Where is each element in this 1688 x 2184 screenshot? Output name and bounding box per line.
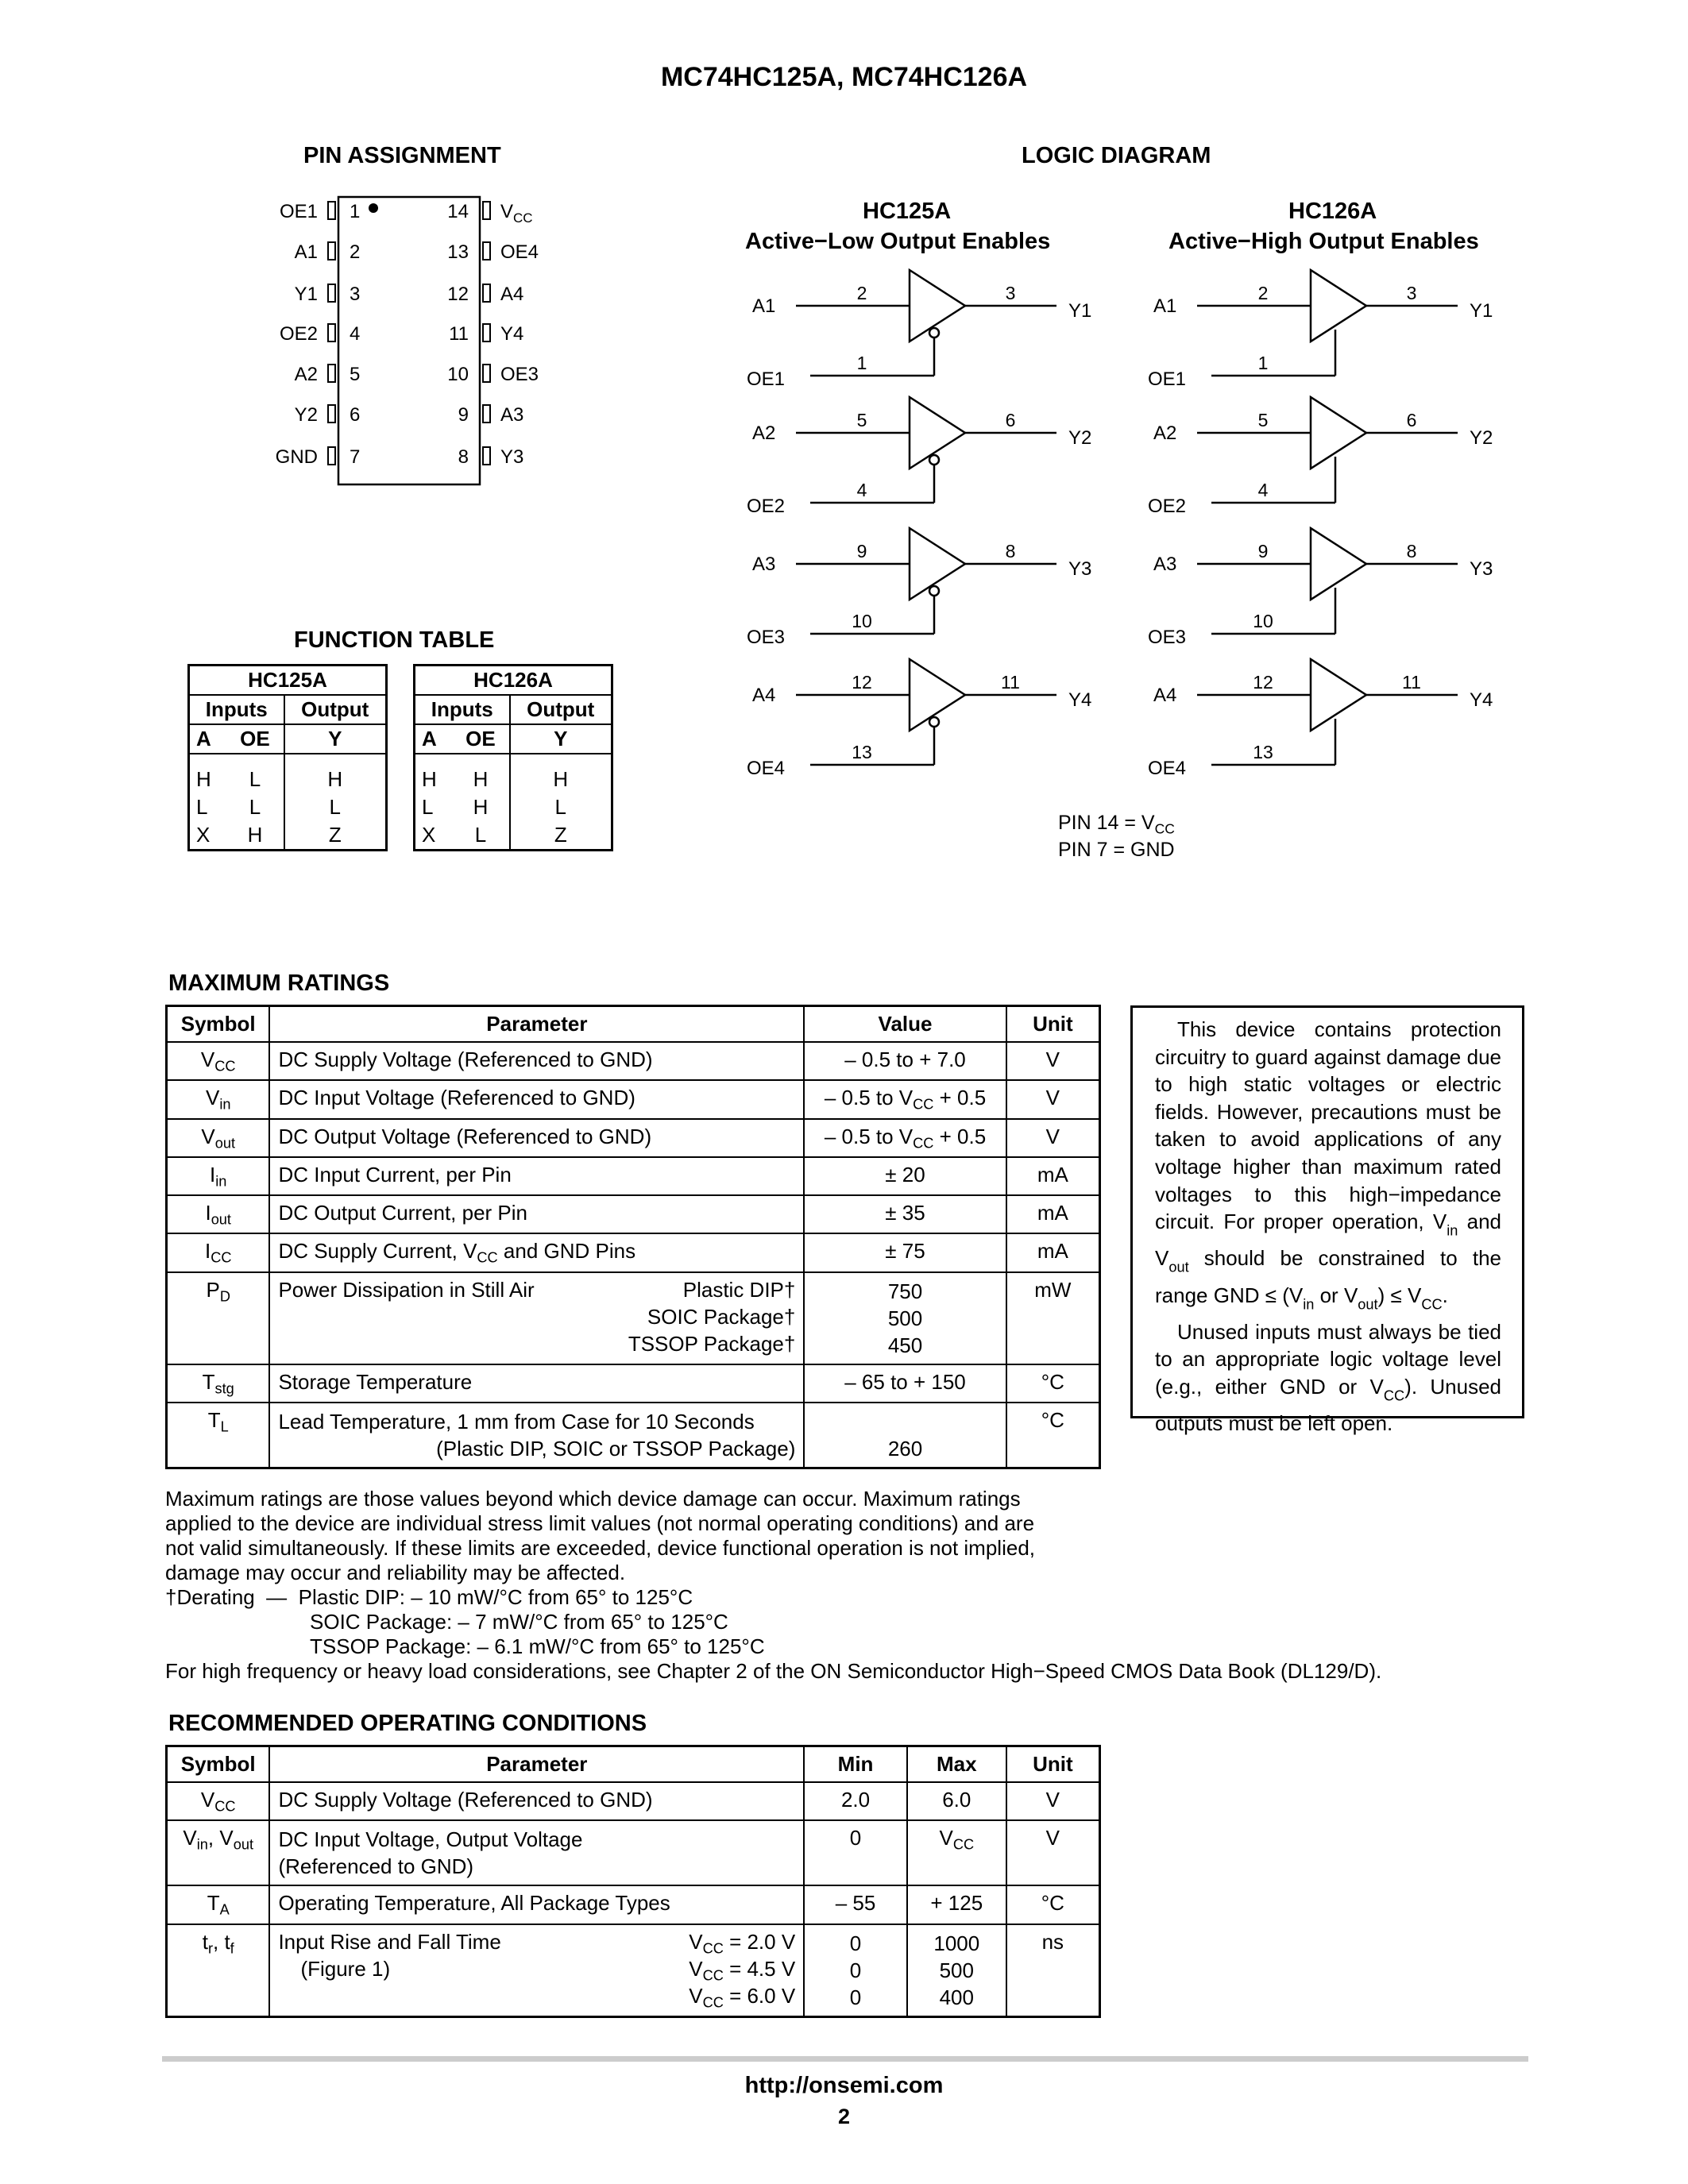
- mr-symbol: $I_{out}$: [167, 1195, 270, 1233]
- pin-stub-left: [328, 202, 335, 219]
- mr-parameter: DC Supply Voltage (Referenced to GND): [269, 1042, 804, 1080]
- pin1-marker: [369, 203, 378, 213]
- gate-input-pin: 2: [1257, 283, 1269, 303]
- ft-output: Output: [510, 695, 612, 724]
- inversion-bubble: [929, 586, 939, 596]
- mr-symbol: $V_{CC}$: [167, 1042, 270, 1080]
- ft-cell: X: [189, 821, 227, 851]
- pin-number-right: 13: [447, 241, 469, 263]
- pin-name-right: Y4: [500, 323, 524, 345]
- buffer-gate: [1311, 659, 1366, 731]
- mr-value: 750 500 450: [804, 1272, 1006, 1364]
- mr-header-value: Value: [804, 1006, 1006, 1043]
- pin-name-left: Y2: [294, 404, 318, 426]
- mr-row-tl: [167, 1403, 1100, 1468]
- footer-divider: [162, 2056, 1528, 2062]
- inversion-bubble: [929, 455, 939, 465]
- mr-unit: V: [1006, 1119, 1100, 1157]
- gate-input-label: A3: [752, 554, 776, 575]
- recommended-conditions-heading: RECOMMENDED OPERATING CONDITIONS: [168, 1711, 647, 1736]
- pin-number-left: 1: [350, 201, 361, 222]
- pin-number-right: 14: [447, 201, 469, 222]
- mr-unit: V: [1006, 1080, 1100, 1118]
- mr-symbol: $V_{out}$: [167, 1119, 270, 1157]
- gate-output-label: Y2: [1470, 427, 1493, 449]
- ft-cell: L: [226, 754, 284, 793]
- ft-cell: H: [189, 754, 227, 793]
- gate-input-pin: 12: [852, 672, 872, 693]
- ft-inputs: Inputs: [189, 695, 284, 724]
- rc-header-max: Max: [907, 1746, 1006, 1783]
- rc-unit: ns: [1006, 1924, 1100, 2017]
- ft-row: [189, 754, 387, 793]
- gate-output-label: Y3: [1470, 558, 1493, 580]
- gate-output-pin: 8: [1406, 541, 1417, 561]
- rc-max: 1000 500 400: [907, 1924, 1006, 2017]
- pin-number-right: 12: [447, 284, 469, 305]
- logic-diagram-svg: [731, 254, 1525, 794]
- mr-row-icc: [167, 1233, 1100, 1271]
- rc-row-vin-vout: [167, 1820, 1100, 1885]
- pin-assignment-diagram: [270, 191, 588, 492]
- hc126-subtitle: Active−High Output Enables: [1168, 229, 1479, 254]
- mr-parameter: DC Output Current, per Pin: [269, 1195, 804, 1233]
- pin-number-left: 5: [350, 364, 361, 385]
- ft-col: Y: [510, 724, 612, 754]
- mr-unit: °C: [1006, 1403, 1100, 1468]
- mr-symbol: $I_{CC}$: [167, 1233, 270, 1271]
- mr-row-pd: [167, 1272, 1100, 1364]
- rc-min: 0 0 0: [804, 1924, 907, 2017]
- hc125-subtitle: Active−Low Output Enables: [745, 229, 1051, 254]
- gate-output-pin: 11: [1402, 672, 1421, 693]
- mr-unit: °C: [1006, 1364, 1100, 1403]
- gate-output-label: Y2: [1068, 427, 1092, 449]
- gate-output-pin: 6: [1406, 410, 1417, 430]
- mr-value: ± 35: [804, 1195, 1006, 1233]
- pin-stub-right: [483, 447, 490, 465]
- rc-symbol: $V_{CC}$: [167, 1782, 270, 1820]
- mr-value: – 65 to + 150: [804, 1364, 1006, 1403]
- mr-symbol: $P_D$: [167, 1272, 270, 1364]
- mr-symbol: $T_L$: [167, 1403, 270, 1468]
- rc-max: 6.0: [907, 1782, 1006, 1820]
- ft-inputs: Inputs: [415, 695, 510, 724]
- gate-output-label: Y3: [1068, 558, 1092, 580]
- gate-output-pin: 8: [1005, 541, 1016, 561]
- gate-output-label: Y1: [1470, 300, 1493, 322]
- gate-enable-label: OE2: [747, 496, 786, 517]
- ft-row: [189, 793, 387, 821]
- mr-unit: mA: [1006, 1233, 1100, 1271]
- pin-stub-left: [328, 405, 335, 423]
- ft-col: A: [189, 724, 227, 754]
- ft-cell: Z: [510, 821, 612, 851]
- gate-enable-pin: 1: [1257, 353, 1269, 373]
- rc-header-unit: Unit: [1006, 1746, 1100, 1783]
- mr-header-row: [167, 1006, 1100, 1043]
- ft-output: Output: [284, 695, 387, 724]
- mr-parameter: DC Output Voltage (Referenced to GND): [269, 1119, 804, 1157]
- mr-symbol: $I_{in}$: [167, 1157, 270, 1195]
- pin-name-left: OE1: [279, 201, 318, 222]
- pin-stub-right: [483, 284, 490, 302]
- mr-value: ± 75: [804, 1233, 1006, 1271]
- mr-row-iout: [167, 1195, 1100, 1233]
- rc-row-trtf: [167, 1924, 1100, 2017]
- recommended-conditions-table: [165, 1745, 1101, 2018]
- rc-parameter: Input Rise and Fall Time (Figure 1) $V_{CC} = 2.0$ V $V_{CC} = 4.5$ V $V_{CC} = 6.0$ V: [269, 1924, 804, 2017]
- pin-name-left: A1: [294, 241, 318, 263]
- gate-input-label: A2: [752, 423, 776, 444]
- gate-output-label: Y1: [1068, 300, 1092, 322]
- ft-cell: L: [415, 793, 453, 821]
- hc126-title: HC126A: [1288, 199, 1377, 224]
- pin-number-right: 8: [458, 446, 469, 468]
- gate-input-pin: 5: [1257, 410, 1269, 430]
- gate-enable-label: OE3: [747, 627, 786, 648]
- gate-output-pin: 3: [1005, 283, 1016, 303]
- rc-unit: V: [1006, 1782, 1100, 1820]
- pin-name-right: A3: [500, 404, 524, 426]
- maximum-ratings-table: [165, 1005, 1101, 1469]
- mr-parameter: DC Input Current, per Pin: [269, 1157, 804, 1195]
- pin-stub-right: [483, 202, 490, 219]
- pin-stub-left: [328, 324, 335, 341]
- gate-enable-label: OE4: [1148, 758, 1187, 779]
- mr-row-vin: [167, 1080, 1100, 1118]
- page-number: 2: [837, 2105, 851, 2128]
- pin-number-left: 2: [350, 241, 361, 263]
- gate-enable-pin: 4: [1257, 480, 1269, 500]
- gate-input-label: A3: [1153, 554, 1177, 575]
- mr-header-parameter: Parameter: [269, 1006, 804, 1043]
- mr-header-symbol: Symbol: [167, 1006, 270, 1043]
- ft-col: Y: [284, 724, 387, 754]
- rc-header-row: [167, 1746, 1100, 1783]
- maximum-ratings-heading: MAXIMUM RATINGS: [168, 970, 390, 996]
- ft-cell: L: [226, 793, 284, 821]
- buffer-gate: [1311, 270, 1366, 341]
- gate-output-pin: 11: [1001, 672, 1020, 693]
- ft-row: [415, 793, 612, 821]
- inversion-bubble: [929, 328, 939, 338]
- mr-parameter: Lead Temperature, 1 mm from Case for 10 Seconds (Plastic DIP, SOIC or TSSOP Package): [269, 1403, 804, 1468]
- ft-cell: H: [452, 754, 509, 793]
- pin-name-left: Y1: [294, 284, 318, 305]
- logic-diagram-heading: LOGIC DIAGRAM: [1022, 143, 1211, 168]
- rc-max: + 125: [907, 1885, 1006, 1924]
- mr-row-vcc: [167, 1042, 1100, 1080]
- rc-unit: °C: [1006, 1885, 1100, 1924]
- ft-cell: X: [415, 821, 453, 851]
- ft-col: OE: [226, 724, 284, 754]
- mr-value: – 0.5 to $V_{CC} + 0.5$: [804, 1080, 1006, 1118]
- gate-enable-pin: 10: [1253, 611, 1273, 631]
- mr-unit: mW: [1006, 1272, 1100, 1364]
- pin-name-right: A4: [500, 284, 524, 305]
- gate-enable-label: OE4: [747, 758, 786, 779]
- rc-parameter: DC Supply Voltage (Referenced to GND): [269, 1782, 804, 1820]
- ft-cell: Z: [284, 821, 387, 851]
- esd-protection-note: This device contains protection circuitry to guard against damage due to high static voltages or electric fields. However, precautions must be taken to avoid applications of any voltage higher than maximum rated voltages to this high−impedance circuit. For proper operation, $V_{in}$ and $V_{out}$ should be constrained to the range GND ≤ ($V_{in}$ or $V_{out}) \le V_{CC}$. Unused inputs must always be tied to an appropriate logic voltage level (e.g., either GND or $V_{CC}$). Unused outputs must be left open.: [1130, 1005, 1524, 1418]
- rc-min: 0: [804, 1820, 907, 1885]
- mr-value: 260: [804, 1403, 1006, 1468]
- pin-name-right: OE4: [500, 241, 539, 263]
- rc-row-vcc: [167, 1782, 1100, 1820]
- ft-cell: L: [284, 793, 387, 821]
- mr-parameter: DC Supply Current, $V_{CC}$ and GND Pins: [269, 1233, 804, 1271]
- gate-input-label: A1: [752, 295, 776, 317]
- mr-parameter: Power Dissipation in Still Air Plastic DIP† SOIC Package† TSSOP Package†: [269, 1272, 804, 1364]
- mr-unit: V: [1006, 1042, 1100, 1080]
- inversion-bubble: [929, 717, 939, 727]
- gate-input-label: A1: [1153, 295, 1177, 317]
- hc125-title: HC125A: [863, 199, 952, 224]
- pin-name-right: Y3: [500, 446, 524, 468]
- rc-symbol: $T_A$: [167, 1885, 270, 1924]
- pin-stub-right: [483, 324, 490, 341]
- rc-symbol: $V_{in}$, $V_{out}$: [167, 1820, 270, 1885]
- gate-input-pin: 2: [856, 283, 867, 303]
- mr-header-unit: Unit: [1006, 1006, 1100, 1043]
- ft-title: HC126A: [415, 666, 612, 696]
- ft-cell: H: [452, 793, 509, 821]
- buffer-gate: [1311, 397, 1366, 469]
- mr-parameter: DC Input Voltage (Referenced to GND): [269, 1080, 804, 1118]
- mr-row-tstg: [167, 1364, 1100, 1403]
- mr-row-iin: [167, 1157, 1100, 1195]
- ft-col: A: [415, 724, 453, 754]
- gate-input-label: A2: [1153, 423, 1177, 444]
- gate-enable-pin: 13: [852, 742, 872, 762]
- rc-min: – 55: [804, 1885, 907, 1924]
- gate-input-pin: 5: [856, 410, 867, 430]
- pin-assignment-heading: PIN ASSIGNMENT: [303, 143, 501, 168]
- pin-number-left: 7: [350, 446, 361, 468]
- pin-number-left: 3: [350, 284, 361, 305]
- pin-name-right: $V_{CC}$: [500, 201, 533, 226]
- gate-input-label: A4: [752, 685, 776, 706]
- pin7-note: PIN 7 = GND: [1058, 839, 1175, 861]
- pin-name-sub: CC: [513, 210, 533, 226]
- pin-number-left: 4: [350, 323, 361, 345]
- pin-name-right: OE3: [500, 364, 539, 385]
- ft-row: [415, 821, 612, 851]
- function-table-hc125a: [187, 664, 388, 851]
- rc-header-symbol: Symbol: [167, 1746, 270, 1783]
- rc-parameter: DC Input Voltage, Output Voltage (Referenced to GND): [269, 1820, 804, 1885]
- gate-enable-label: OE3: [1148, 627, 1187, 648]
- gate-input-pin: 12: [1253, 672, 1273, 693]
- function-table-heading: FUNCTION TABLE: [294, 627, 495, 653]
- ft-cell: H: [226, 821, 284, 851]
- buffer-gate: [1311, 528, 1366, 600]
- pin-number-left: 6: [350, 404, 361, 426]
- function-table-hc126a: [413, 664, 613, 851]
- mr-unit: mA: [1006, 1157, 1100, 1195]
- gate-output-label: Y4: [1068, 689, 1092, 711]
- mr-symbol: $V_{in}$: [167, 1080, 270, 1118]
- pin14-note: PIN $14 = V_{CC}$: [1058, 812, 1175, 837]
- pin-stub-left: [328, 447, 335, 465]
- pin-stub-right: [483, 405, 490, 423]
- max-ratings-notes: Maximum ratings are those values beyond which device damage can occur. Maximum ratings applied to the device are individual stress limit values (not normal operating conditions) and are not valid simultaneously. If these limits are exceeded, device functional operation is not implied, damage may occur and reliability may be affected. †Derating — Plastic DIP: – 10 mW/°C from 65° to 125°C SOIC Package: – 7 mW/°C from 65° to 125°C TSSOP Package: – 6.1 mW/°C from 65° to 125°C For high frequency or heavy load considerations, see Chapter 2 of the ON Semiconductor High−Speed CMOS Data Book (DL129/D).: [165, 1487, 1382, 1683]
- gate-input-pin: 9: [856, 541, 867, 561]
- pin-stub-left: [328, 242, 335, 260]
- rc-parameter: Operating Temperature, All Package Types: [269, 1885, 804, 1924]
- ft-cell: H: [284, 754, 387, 793]
- ft-row: [415, 754, 612, 793]
- gate-enable-pin: 1: [856, 353, 867, 373]
- rc-header-min: Min: [804, 1746, 907, 1783]
- page-title: MC74HC125A, MC74HC126A: [660, 62, 1028, 92]
- mr-row-vout: [167, 1119, 1100, 1157]
- ft-cell: H: [415, 754, 453, 793]
- mr-parameter: Storage Temperature: [269, 1364, 804, 1403]
- ft-cell: L: [189, 793, 227, 821]
- pin-stub-left: [328, 284, 335, 302]
- gate-enable-pin: 13: [1253, 742, 1273, 762]
- gate-input-label: A4: [1153, 685, 1177, 706]
- mr-unit: mA: [1006, 1195, 1100, 1233]
- ft-cell: L: [452, 821, 509, 851]
- mr-value: – 0.5 to + 7.0: [804, 1042, 1006, 1080]
- mr-symbol: $T_{stg}$: [167, 1364, 270, 1403]
- rc-min: 2.0: [804, 1782, 907, 1820]
- pin-name-left: GND: [275, 446, 318, 468]
- gate-output-pin: 6: [1005, 410, 1016, 430]
- ft-cell: H: [510, 754, 612, 793]
- pin-number-right: 10: [447, 364, 469, 385]
- ft-cell: L: [510, 793, 612, 821]
- ft-col: OE: [452, 724, 509, 754]
- ft-row: [189, 821, 387, 851]
- pin-stub-right: [483, 365, 490, 382]
- gate-enable-pin: 4: [856, 480, 867, 500]
- rc-symbol: $t_r$, $t_f$: [167, 1924, 270, 2017]
- mr-value: – 0.5 to $V_{CC} + 0.5$: [804, 1119, 1006, 1157]
- gate-enable-pin: 10: [852, 611, 872, 631]
- gate-input-pin: 9: [1257, 541, 1269, 561]
- rc-row-ta: [167, 1885, 1100, 1924]
- pin-number-right: 11: [449, 323, 469, 345]
- rc-unit: V: [1006, 1820, 1100, 1885]
- gate-output-pin: 3: [1406, 283, 1417, 303]
- pin-name-left: OE2: [279, 323, 318, 345]
- pin-stub-right: [483, 242, 490, 260]
- footer-url[interactable]: http://onsemi.com: [744, 2073, 944, 2098]
- pin-stub-left: [328, 365, 335, 382]
- gate-output-label: Y4: [1470, 689, 1493, 711]
- gate-enable-label: OE1: [747, 369, 786, 390]
- rc-max: $V_{CC}$: [907, 1820, 1006, 1885]
- gate-enable-label: OE1: [1148, 369, 1187, 390]
- ft-title: HC125A: [189, 666, 387, 696]
- pin-name-left: A2: [294, 364, 318, 385]
- gate-enable-label: OE2: [1148, 496, 1187, 517]
- rc-header-parameter: Parameter: [269, 1746, 804, 1783]
- pin-number-right: 9: [458, 404, 469, 426]
- mr-value: ± 20: [804, 1157, 1006, 1195]
